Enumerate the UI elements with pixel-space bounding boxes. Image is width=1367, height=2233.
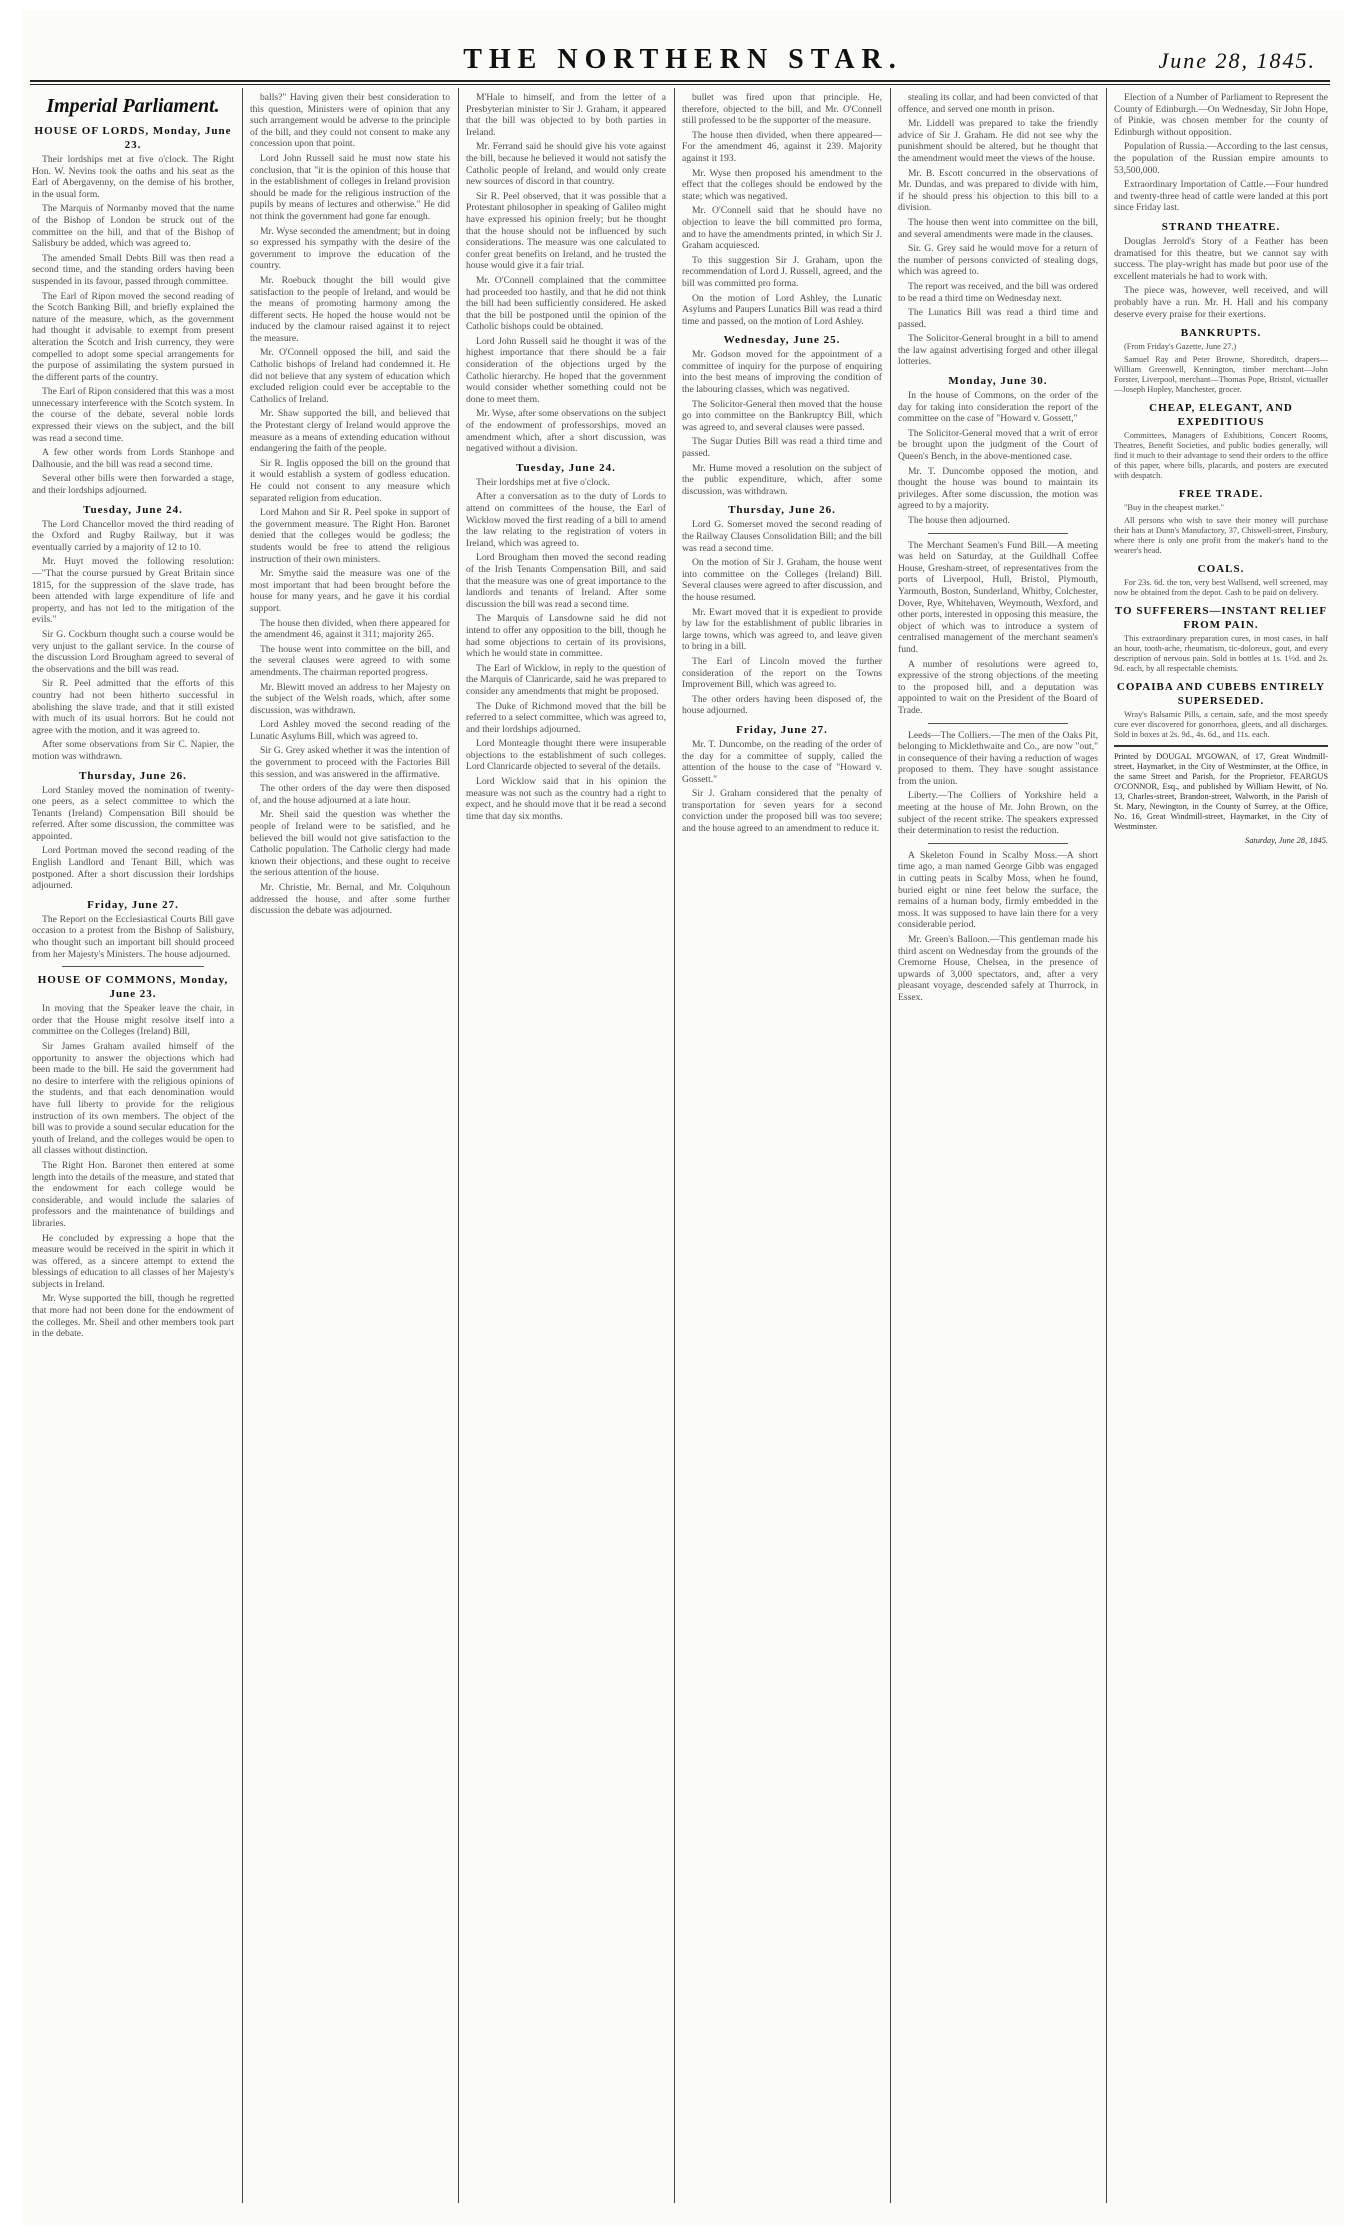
column-text: balls?" Having given their best consideration to this question, Ministers were of opinion that any such arrangement would be adverse to the principle of the bill, and they could not consent to make any concession upon that point. Lord John Russell said he must now state his conclusion, that "it is the opinion of this house that in the establishment of colleges in Ireland provision should be made for the religious instruction of the pupils by means of lectures and otherwise." He did not think the government had gone far enough. Mr. Wyse seconded the amendment; but in doing so expressed his sympathy with the desire of the government to improve the education of the country. Mr. Roebuck thought the bill would give satisfaction to the people of Ireland, and would be the means of promoting harmony among the different sects. He hoped the house would not be induced by the clamour raised against it to reject the measure. Mr. O'Connell opposed the bill, and said the Catholic bishops of Ireland had condemned it. He did not believe that any system of education which excluded religion could ever be acceptable to the Catholics of Ireland. Mr. Shaw supported the bill, and believed that the Protestant clergy of Ireland would approve the measure as a means of extending education without endangering the faith of the people. Sir R. Inglis opposed the bill on the ground that it would establish a system of godless education. He could not consent to any measure which separated religion from education. Lord Mahon and Sir R. Peel spoke in support of the government measure. The Right Hon. Baronet denied that the colleges would be godless; the students would be free to attend the religious instruction of their own ministers. Mr. Smythe said the measure was one of the most important that had been brought before the house for many years, and he gave it his cordial support. The house then divided, when there appeared for the amendment 46, against it 311; majority 265. The house went into committee on the bill, and the several clauses were agreed to with some amendments. The chairman reported progress. Mr. Blewitt moved an address to her Majesty on the subject of the Welsh roads, which, after some discussion, was withdrawn. Lord Ashley moved the second reading of the Lunatic Asylums Bill, which was agreed to. Sir G. Grey asked whether it was the intention of the government to proceed with the Factories Bill this session, and was answered in the affirmative. The other orders of the day were then disposed of, and the house adjourned at a late hour. Mr. Sheil said the question was whether the people of Ireland were to be satisfied, and he believed the bill would not give satisfaction to the Catholic population. The Catholic clergy had made known their objections, and these ought to receive the serious attention of the house. Mr. Christie, Mr. Bernal, and Mr. Colquhoun addressed the house, and after some further discussion the debate was adjourned. [250, 92, 450, 917]
friday-heading-commons: Friday, June 27. [736, 723, 828, 736]
saturday-line: Saturday, June 28, 1845. [1245, 836, 1328, 846]
section-title: Imperial Parliament. [46, 95, 220, 117]
column-text: Their lordships met at five o'clock. The Right Hon. W. Nevins took the oaths and his seat as the Earl of Abergavenny, on the demise of his brother, in the usual form. The Marquis of Normanby moved that the name of the Bishop of London be struck out of the committee on the bill, and that of the Bishop of Salisbury be added, which was agreed to. The amended Small Debts Bill was then read a second time, and the standing orders having been suspended in its favour, passed through committee. The Earl of Ripon moved the second reading of the Scotch Banking Bill, and briefly explained the nature of the measure, which, as the government had thought it advisable to exempt from present alteration the Scotch and Irish currency, they were compelled to adopt some special arrangements for the purpose of assimilating the system pursued in the different parts of the country. The Earl of Ripon considered that this was a most unnecessary interference with the Scotch system. In the course of the debate, several noble lords expressed their views on the subject, and the bill was read a second time. A few other words from Lords Stanhope and Dalhousie, and the bill was read a second time. Several other bills were then forwarded a stage, and their lordships adjourned. Tuesday, June 24. The Lord Chancellor moved the third reading of the Oxford and Rugby Railway, but it was eventually carried by a majority of 12 to 10. Mr. Huyt moved the following resolution:—"That the course pursued by Great Britain since 1815, for the suppression of the slave trade, has been attended with large expenditure of life and property, and has not led to the mitigation of the evils." Sir G. Cockburn thought such a course would be very unjust to the gallant service. In the course of the discussion Lord Brougham agreed to several of the observations and the bill was read. Sir R. Peel admitted that the efforts of this country had not been hitherto successful in abolishing the slave trade, and that it still existed with much of its usual horrors. But he could not agree with the motion, and it was agreed to. After some observations from Sir C. Napier, the motion was withdrawn. Thursday, June 26. Lord Stanley moved the nomination of twenty-one peers, as a select committee to which the Tenants (Ireland) Compensation Bill should be referred. After some discussion, the committee was appointed. Lord Portman moved the second reading of the English Landlord and Tenant Bill, which was postponed. After a short discussion their lordships adjourned. Friday, June 27. The Report on the Ecclesiastical Courts Bill gave occasion to a protest from the Bishop of Salisbury, who thought such an important bill should proceed from her Majesty's Ministers. The house adjourned. [32, 154, 234, 960]
column-text: Election of a Number of Parliament to Represent the County of Edinburgh.—On Wednesday, Sir John Hope, of Pinkie, was chosen member for the county of Edinburgh without opposition. Population of Russia.—According to the last census, the population of the Russian empire amounts to 53,500,000. Extraordinary Importation of Cattle.—Four hundred and twenty-three head of cattle were landed at this port since Friday last. [1114, 92, 1328, 214]
column-1 [32, 92, 234, 2202]
commons-heading: HOUSE OF COMMONS, Monday, June 23. [37, 974, 229, 1001]
column-divider [674, 88, 675, 2203]
column-text: In moving that the Speaker leave the chair, in order that the House might resolve itself into a committee on the Colleges (Ireland) Bill, Sir James Graham availed himself of the opportunity to answer the objections which had been made to the bill. He said the government had no desire to interfere with the religious opinions of the students, and that each denomination would have full liberty to provide for the religious instruction of its own members. The object of the bill was to provide a sound secular education for the youth of Ireland, and the colleges would be open to all classes without distinction. The Right Hon. Baronet then entered at some length into the details of the measure, and stated that the endowment for each college would be considerable, and would include the salaries of professors and the maintenance of buildings and libraries. He concluded by expressing a hope that the measure would be received in the spirit in which it was offered, as a sincere attempt to extend the blessings of education to all classes of her Majesty's subjects in Ireland. Mr. Wyse supported the bill, though he regretted that more had not been done for the endowment of the colleges. Mr. Sheil and other members took part in the debate. [32, 1003, 234, 1340]
copaiba-heading: COPAIBA AND CUBEBS ENTIRELY SUPERSEDED. [1116, 681, 1326, 708]
tuesday-heading: Tuesday, June 24. [83, 503, 183, 516]
thursday-heading: Thursday, June 26. [79, 769, 187, 782]
column-text: "Buy in the cheapest market." All persons who wish to save their money will purchase their hats at Dunn's Manufactory, 37, Chiswell-street, Finsbury, where there is only one profit from the maker's hand to the wearer's head. [1114, 503, 1328, 556]
section-divider [928, 723, 1068, 724]
column-text: Douglas Jerrold's Story of a Feather has been dramatised for this theatre, but we cannot say with success. The play-wright has made but poor use of the excellent materials he had to work with. The piece was, however, well received, and will probably have a run. Mr. H. Hall and his company deserve every praise for their exertions. [1114, 235, 1328, 320]
paper-title: THE NORTHERN STAR. [463, 44, 903, 75]
imprint-rule [1114, 745, 1328, 747]
free-trade-heading: FREE TRADE. [1178, 488, 1264, 501]
sufferers-heading: TO SUFFERERS—INSTANT RELIEF FROM PAIN. [1114, 605, 1328, 632]
column-text: Committees, Managers of Exhibitions, Concert Rooms, Theatres, Benefit Societies, and public bodies generally, will find it much to their advantage to send their orders to the office of this paper, where bills, placards, and posters are executed with despatch. [1114, 431, 1328, 481]
wednesday-heading: Wednesday, June 25. [723, 334, 841, 347]
column-divider [1106, 88, 1107, 2203]
column-5 [898, 92, 1098, 2202]
section-divider [928, 533, 1068, 534]
column-text: M'Hale to himself, and from the letter of a Presbyterian minister to Sir J. Graham, it appeared that the bill was objected to by both parties in Ireland. Mr. Ferrand said he should give his vote against the bill, because he believed it would not satisfy the Catholic people of Ireland, and would only create new sources of discord in that country. Sir R. Peel observed, that it was possible that a Protestant philosopher in speaking of Galileo might have expressed his opinion freely; but he thought that the house should not be influenced by such considerations. The measure was one calculated to confer great benefits on Ireland, and he trusted the house would give it a fair trial. Mr. O'Connell complained that the committee had proceeded too hastily, and that he did not think the bill had been sufficiently considered. He asked that the bill be postponed until the opinion of the Catholic bishops could be obtained. Lord John Russell said he thought it was of the highest importance that there should be a fair consideration of the objections urged by the Catholic hierarchy. He hoped that the government would consider whether something could not be done to meet them. Mr. Wyse, after some observations on the subject of the endowment of professorships, moved an amendment which, after a short discussion, was negatived without a division. Tuesday, June 24. Their lordships met at five o'clock. After a conversation as to the duty of Lords to attend on committees of the house, the Earl of Wicklow moved the first reading of a bill to amend the law relating to the registration of voters in Ireland, which was agreed to. Lord Brougham then moved the second reading of the Irish Tenants Compensation Bill, and said that the measure was one of great importance to the landlords and tenants of Ireland. After some discussion the bill was read a second time. The Marquis of Lansdowne said he did not intend to offer any opposition to the bill, though he had some objections to certain of its provisions, which he would state in committee. The Earl of Wicklow, in reply to the question of the Marquis of Clanricarde, said he was prepared to consider any amendments that might be proposed. The Duke of Richmond moved that the bill be referred to a select committee, which was agreed to, and their lordships adjourned. Lord Monteagle thought there were insuperable objections to the establishment of such colleges. Lord Clanricarde objected to several of the details. Lord Wicklow said that in his opinion the measure was not such as the country had a right to expect, and he should move that it be read a second time that day six months. [466, 92, 666, 822]
cheap-heading: CHEAP, ELEGANT, AND EXPEDITIOUS [1149, 402, 1293, 429]
friday-heading: Friday, June 27. [87, 898, 179, 911]
masthead-rule [30, 80, 1330, 82]
column-text: This extraordinary preparation cures, in most cases, in half an hour, tooth-ache, rheumatism, tic-doloreux, gout, and every description of nervous pain. Sold in bottles at 1s. 1½d. and 2s. 9d. each, by all respectable chemists. [1114, 634, 1328, 674]
issue-date: June 28, 1845. [1158, 48, 1316, 73]
section-divider [62, 966, 204, 967]
column-3 [466, 92, 666, 2202]
lords-heading: HOUSE OF LORDS, Monday, June 23. [34, 125, 232, 151]
section-divider [928, 843, 1068, 844]
column-text: bullet was fired upon that principle. He, therefore, objected to the bill, and Mr. O'Connell still professed to be the supporter of the measure. The house then divided, when there appeared—For the amendment 46, against it 239. Majority against it 193. Mr. Wyse then proposed his amendment to the effect that the colleges should be endowed by the state; which was negatived. Mr. O'Connell said that he should have no objection to leave the bill committed pro forma, and to have the amendments printed, in which Sir J. Graham acquiesced. To this suggestion Sir J. Graham, upon the recommendation of Lord J. Russell, agreed, and the bill was committed pro forma. On the motion of Lord Ashley, the Lunatic Asylums and Paupers Lunatics Bill was read a third time and passed, on the motion of Lord Ashley. Wednesday, June 25. Mr. Godson moved for the appointment of a committee of inquiry for the purpose of enquiring into the best means of improving the condition of the labouring classes, which was negatived. The Solicitor-General then moved that the house go into committee on the Bankruptcy Bill, which was agreed to, and several clauses were passed. The Sugar Duties Bill was read a third time and passed. Mr. Hume moved a resolution on the subject of the public expenditure, which, after some discussion, was withdrawn. Thursday, June 26. Lord G. Somerset moved the second reading of the Railway Clauses Consolidation Bill; and the bill was read a second time. On the motion of Sir J. Graham, the house went into committee on the Colleges (Ireland) Bill. Several clauses were agreed to after discussion, and the house resumed. Mr. Ewart moved that it is expedient to provide by law for the establishment of public libraries in large towns, which was agreed to, and leave given to bring in a bill. The Earl of Lincoln moved the further consideration of the report on the Towns Improvement Bill, which was agreed to. The other orders having been disposed of, the house adjourned. Friday, June 27. Mr. T. Duncombe, on the reading of the order of the day for a committee of supply, called the attention of the house to the case of "Howard v. Gossett." Sir J. Graham considered that the penalty of transportation for seven years for a second conviction under the proposed bill was too severe; and the house agreed to an amendment to reduce it. [682, 92, 882, 835]
column-text: For 23s. 6d. the ton, very best Wallsend, well screened, may now be obtained from the depot. Cash to be paid on delivery. [1114, 578, 1328, 598]
column-2 [250, 92, 450, 2202]
column-4 [682, 92, 882, 2202]
column-divider [242, 88, 243, 2203]
column-text: stealing its collar, and had been convicted of that offence, and served one month in prison. Mr. Liddell was prepared to take the friendly advice of Sir J. Graham. He did not see why the punishment should be altered, but he thought that the amendment would meet the views of the house. Mr. B. Escott concurred in the observations of Mr. Dundas, and was prepared to divide with him, if he should press his objection to this bill to a division. The house then went into committee on the bill, and several amendments were made in the clauses. Sir. G. Grey said he would move for a return of the number of persons convicted of stealing dogs, which was agreed to. The report was received, and the bill was ordered to be read a third time on Wednesday next. The Lunatics Bill was read a third time and passed. The Solicitor-General brought in a bill to amend the law against advertising forged and other illegal lotteries. Monday, June 30. In the house of Commons, on the order of the day for taking into consideration the report of the committee on the case of "Howard v. Gossett," The Solicitor-General moved that a writ of error be brought upon the judgment of the Court of Queen's Bench, in the above-mentioned case. Mr. T. Duncombe opposed the motion, and thought the house was bound to maintain its privileges. After some discussion, the motion was agreed to by a majority. The house then adjourned. The Merchant Seamen's Fund Bill.—A meeting was held on Saturday, at the Guildhall Coffee House, Gresham-street, of representatives from the ports of Liverpool, Hull, Bristol, Plymouth, Yarmouth, Boston, Sunderland, Whitby, Colchester, Dover, Rye, Whitehaven, Weymouth, Wexford, and other ports, interested in opposing this measure, the object of which was to introduce a system of centralised management of the merchant seamen's fund. A number of resolutions were agreed to, expressive of the strong objections of the meeting to the proposed bill, and a deputation was appointed to wait on the President of the Board of Trade. Leeds—The Colliers.—The men of the Oaks Pit, belonging to Micklethwaite and Co., are now "out," in consequence of their having a reduction of wages proposed to them. They have sought assistance from the union. Liberty.—The Colliers of Yorkshire held a meeting at the house of Mr. John Brown, on the subject of the recent strike. The speakers expressed their determination to resist the reduction. A Skeleton Found in Scalby Moss.—A short time ago, a man named George Gibb was engaged in cutting peats in Scalby Moss, when he found, buried eight or nine feet below the surface, the remains of a human body, firmly embedded in the moss. It was supposed to have lain there for a very considerable period. Mr. Green's Balloon.—This gentleman made his third ascent on Wednesday from the grounds of the Cremorne House, Chelsea, in the presence of upwards of 3,000 spectators, and, after a very pleasant voyage, descended safely at Thurrock, in Essex. [898, 92, 1098, 1003]
coals-heading: COALS. [1197, 563, 1245, 576]
printer-imprint: Printed by DOUGAL M'GOWAN, of 17, Great Windmill-street, Haymarket, in the City of Westminster, at the Office, in the same Street and Parish, for the Proprietor, FEARGUS O'CONNOR, Esq., and published by William Hewitt, of No. 13, Charles-street, Brandon-street, Walworth, in the Parish of St. Mary, Newington, in the County of Surrey, at the Office, No. 16, Great Windmill-street, Haymarket, in the City of Westminster. [1114, 752, 1328, 832]
bankrupts-heading: BANKRUPTS. [1180, 327, 1262, 340]
masthead [22, 44, 1344, 75]
tuesday-heading-commons: Tuesday, June 24. [516, 461, 616, 474]
thursday-heading-commons: Thursday, June 26. [728, 504, 836, 517]
strand-heading: STRAND THEATRE. [1161, 220, 1281, 233]
column-divider [890, 88, 891, 2203]
column-text: Wray's Balsamic Pills, a certain, safe, and the most speedy cure ever discovered for gonorrhoea, gleets, and all discharges. Sold in boxes at 2s. 9d., 4s. 6d., and 11s. each. [1114, 710, 1328, 740]
monday-heading-commons: Monday, June 30. [948, 375, 1048, 388]
column-6 [1114, 92, 1328, 2202]
masthead-rule-thin [30, 84, 1330, 85]
column-divider [458, 88, 459, 2203]
column-text: (From Friday's Gazette, June 27.) Samuel Ray and Peter Browne, Shoreditch, drapers—William Greenwell, Kennington, timber merchant—John Forster, Liverpool, merchant—Thomas Pope, Bristol, victualler—Joseph Hopley, Manchester, grocer. [1114, 342, 1328, 395]
